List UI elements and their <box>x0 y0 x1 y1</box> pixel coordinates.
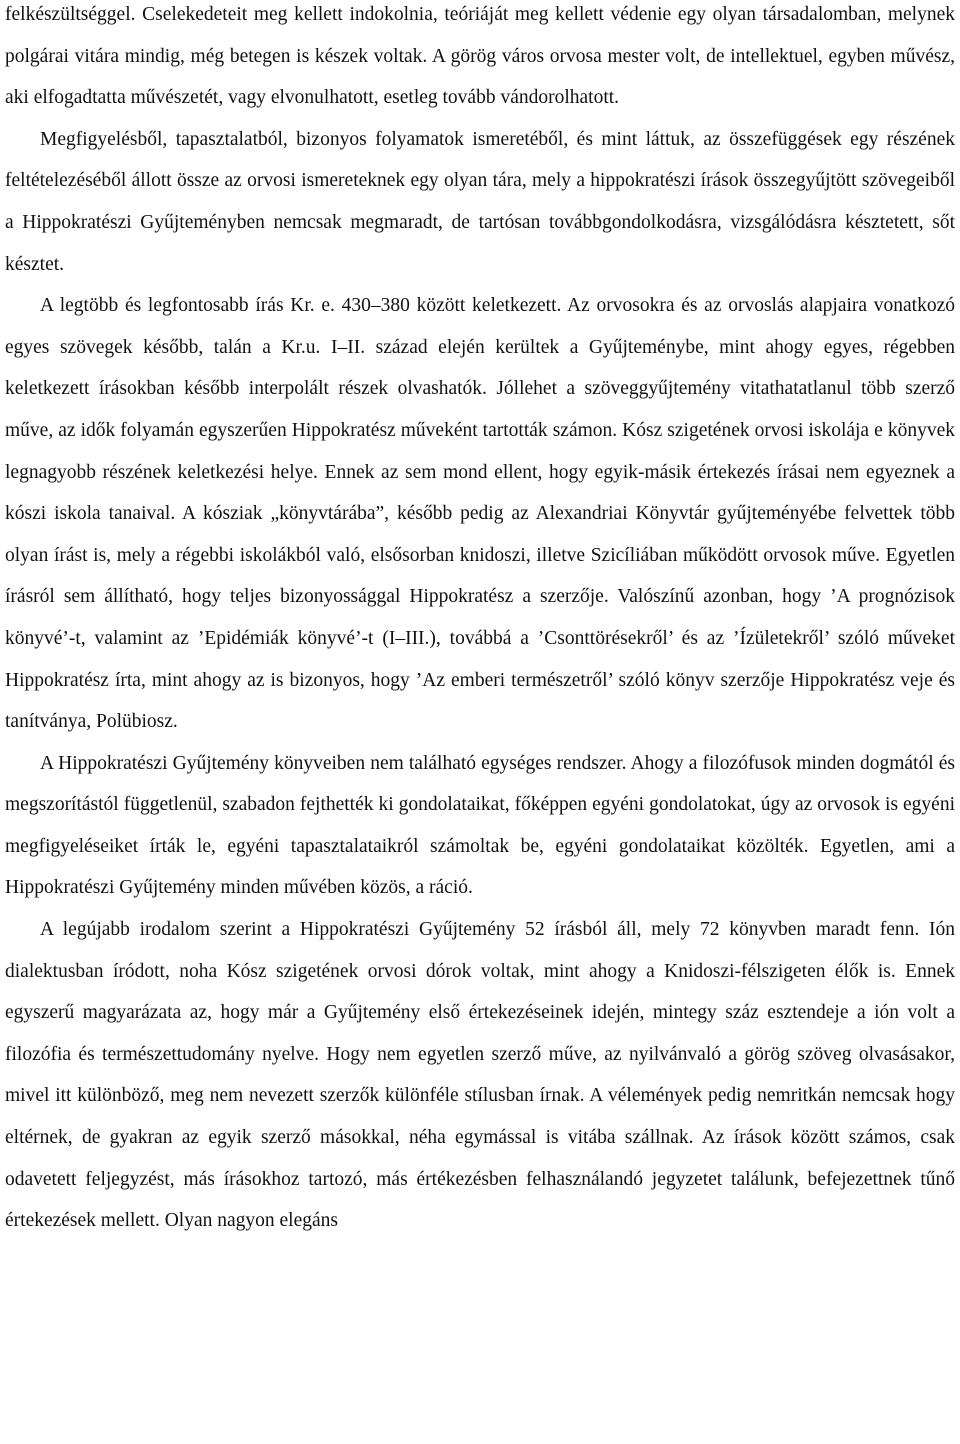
paragraph-4-text: A Hippokratészi Gyűjtemény könyveiben nem található egységes rendszer. Ahogy a filozófusok minden dogmától és megszorítástól függetlenül, szabadon fejthették ki gondolataikat, főképpen egyéni gondolatokat, úgy az orvosok is egyéni megfigyeléseiket írták le, egyéni tapasztalataikról számoltak be, egyéni gondolataikat közölték. Egyetlen, ami a Hippokratészi Gyűjtemény minden művében közös, a ráció. <box>5 752 955 899</box>
paragraph-3-text: A legtöbb és legfontosabb írás Kr. e. 430–380 között keletkezett. Az orvosokra és az orvoslás alapjaira vonatkozó egyes szövegek később, talán a Kr.u. I–II. század elején kerültek a Gyűjteménybe, mint ahogy egyes, régebben keletkezett írásokban később interpolált részek olvashatók. Jóllehet a szöveggyűjtemény vitathatatlanul több szerző műve, az idők folyamán egyszerűen Hippokratész műveként tartották számon. Kósz szigetének orvosi iskolája e könyvek legnagyobb részének keletkezési helye. Ennek az sem mond ellent, hogy egyik-másik értekezés írásai nem egyeznek a kószi iskola tanaival. A kósziak „könyvtárába”, később pedig az Alexandriai Könyvtár gyűjteményébe felvettek több olyan írást is, mely a régebbi iskolákból való, elsősorban knidoszi, illetve Szicíliában működött orvosok műve. Egyetlen írásról sem állítható, hogy teljes bizonyossággal Hippokratész a szerzője. Valószínű azonban, hogy ’A prognózisok könyvé’-t, valamint az ’Epidémiák könyvé’-t (I–III.), továbbá a ’Csonttörésekről’ és az ’Ízületekről’ szóló műveket Hippokratész írta, mint ahogy az is bizonyos, hogy ’Az emberi természetről’ szóló könyv szerzője Hippokratész veje és tanítványa, Polübiosz. <box>5 295 955 733</box>
paragraph-2 <box>5 119 955 285</box>
paragraph-5-text: A legújabb irodalom szerint a Hippokratészi Gyűjtemény 52 írásból áll, mely 72 könyvben maradt fenn. Ión dialektusban íródott, noha Kósz szigetének orvosi dórok voltak, mint ahogy a Knidoszi-félszigeten élők is. Ennek egyszerű magyarázata az, hogy már a Gyűjtemény első értekezéseinek idején, mintegy száz esztendeje a ión volt a filozófia és természettudomány nyelve. Hogy nem egyetlen szerző műve, az nyilvánvaló a görög szöveg olvasásakor, mivel itt különböző, meg nem nevezett szerzők különféle stílusban írnak. A vélemények pedig nemritkán nemcsak hogy eltérnek, de gyakran az egyik szerző másokkal, néha egymással is vitába szállnak. Az írások között számos, csak odavetett feljegyzést, más írásokhoz tartozó, más értékezésben felhasználandó jegyzetet találunk, befejezettnek tűnő értekezések mellett. Olyan nagyon elegáns <box>5 919 955 1232</box>
paragraph-1-text: felkészültséggel. Cselekedeteit meg kellett indokolnia, teóriáját meg kellett védenie egy olyan társadalomban, melynek polgárai vitára mindig, még betegen is készek voltak. A görög város orvosa mester volt, de intellektuel, egyben művész, aki elfogadtatta művészetét, vagy elvonulhatott, esetleg tovább vándorolhatott. <box>5 4 955 109</box>
document-page <box>5 0 955 1242</box>
paragraph-5 <box>5 909 955 1242</box>
paragraph-2-text: Megfigyelésből, tapasztalatból, bizonyos folyamatok ismeretéből, és mint láttuk, az összefüggések egy részének feltételezéséből állott össze az orvosi ismereteknek egy olyan tára, mely a hippokratészi írások összegyűjtött szövegeiből a Hippokratészi Gyűjteményben nemcsak megmaradt, de tartósan továbbgondolkodásra, vizsgálódásra késztetett, sőt késztet. <box>5 128 955 275</box>
paragraph-3 <box>5 285 955 743</box>
paragraph-1 <box>5 0 955 119</box>
paragraph-4 <box>5 743 955 909</box>
